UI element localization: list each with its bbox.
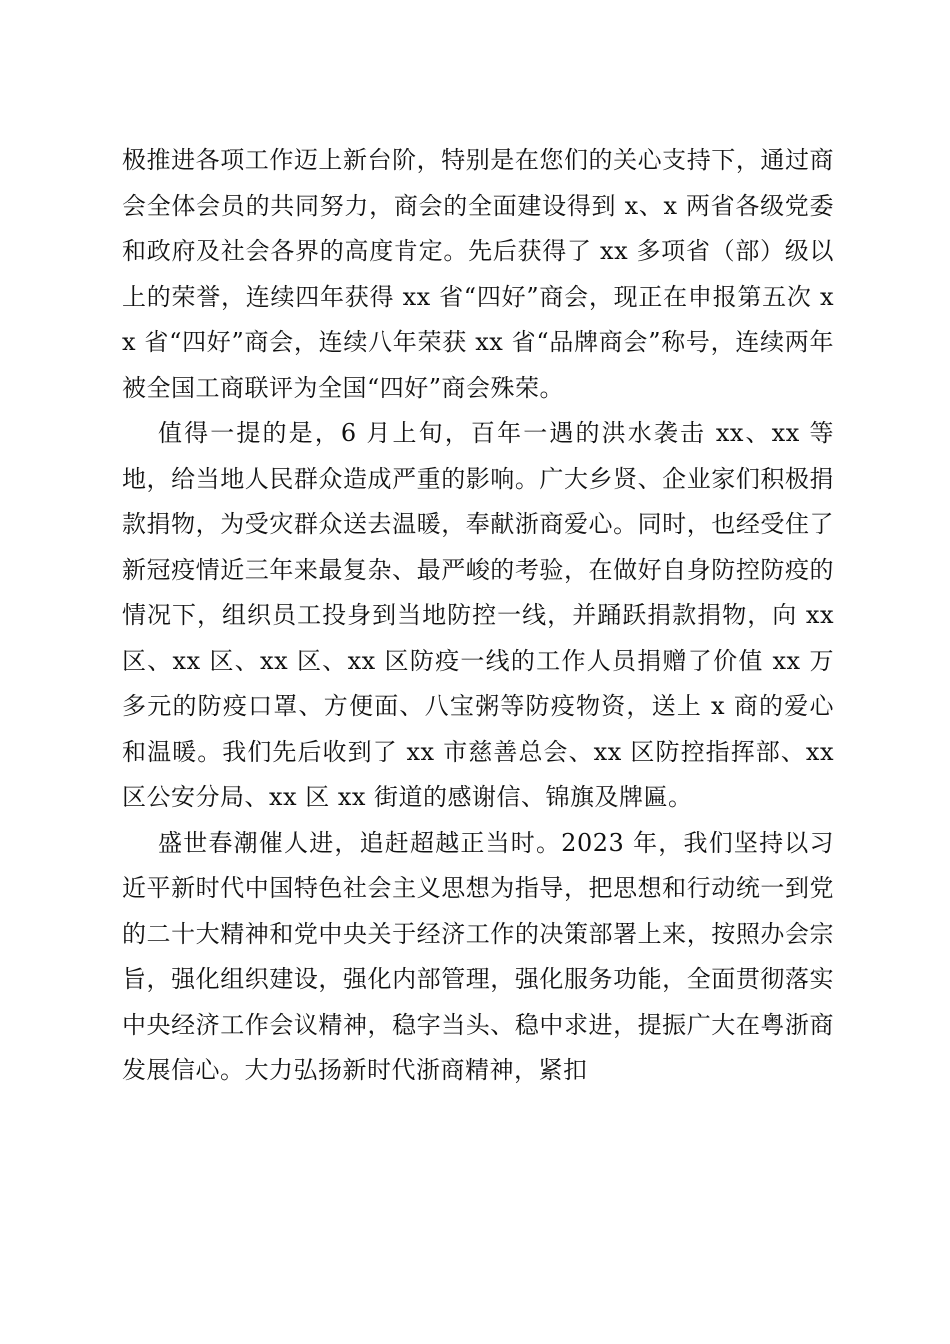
paragraph-1: 极推进各项工作迈上新台阶，特别是在您们的关心支持下，通过商会全体会员的共同努力，商会的全面建设得到 x、x 两省各级党委和政府及社会各界的高度肯定。先后获得了 xx 多项省（部）级以上的荣誉，连续四年获得 xx 省“四好”商会，现正在申报第五次 xx 省“四好”商会，连续八年荣获 xx 省“品牌商会”称号，连续两年被全国工商联评为全国“四好”商会殊荣。 <box>122 146 834 402</box>
paragraph-2: 值得一提的是，6 月上旬，百年一遇的洪水袭击 xx、xx 等地，给当地人民群众造成严重的影响。广大乡贤、企业家们积极捐款捐物，为受灾群众送去温暖，奉献浙商爱心。同时，也经受住了新冠疫情近三年来最复杂、最严峻的考验，在做好自身防控防疫的情况下，组织员工投身到当地防控一线，并踊跃捐款捐物，向 xx 区、xx 区、xx 区、xx 区防疫一线的工作人员捐赠了价值 xx 万多元的防疫口罩、方便面、八宝粥等防疫物资，送上 x 商的爱心和温暖。我们先后收到了 xx 市慈善总会、xx 区防控指挥部、xx 区公安分局、xx 区 xx 街道的感谢信、锦旗及牌匾。 <box>122 419 834 811</box>
document-body <box>122 138 834 1094</box>
paragraph-3: 盛世春潮催人进，追赶超越正当时。2023 年，我们坚持以习近平新时代中国特色社会主义思想为指导，把思想和行动统一到党的二十大精神和党中央关于经济工作的决策部署上来，按照办会宗旨，强化组织建设，强化内部管理，强化服务功能，全面贯彻落实中央经济工作会议精神，稳字当头、稳中求进，提振广大在粤浙商发展信心。大力弘扬新时代浙商精神，紧扣 <box>122 828 834 1084</box>
